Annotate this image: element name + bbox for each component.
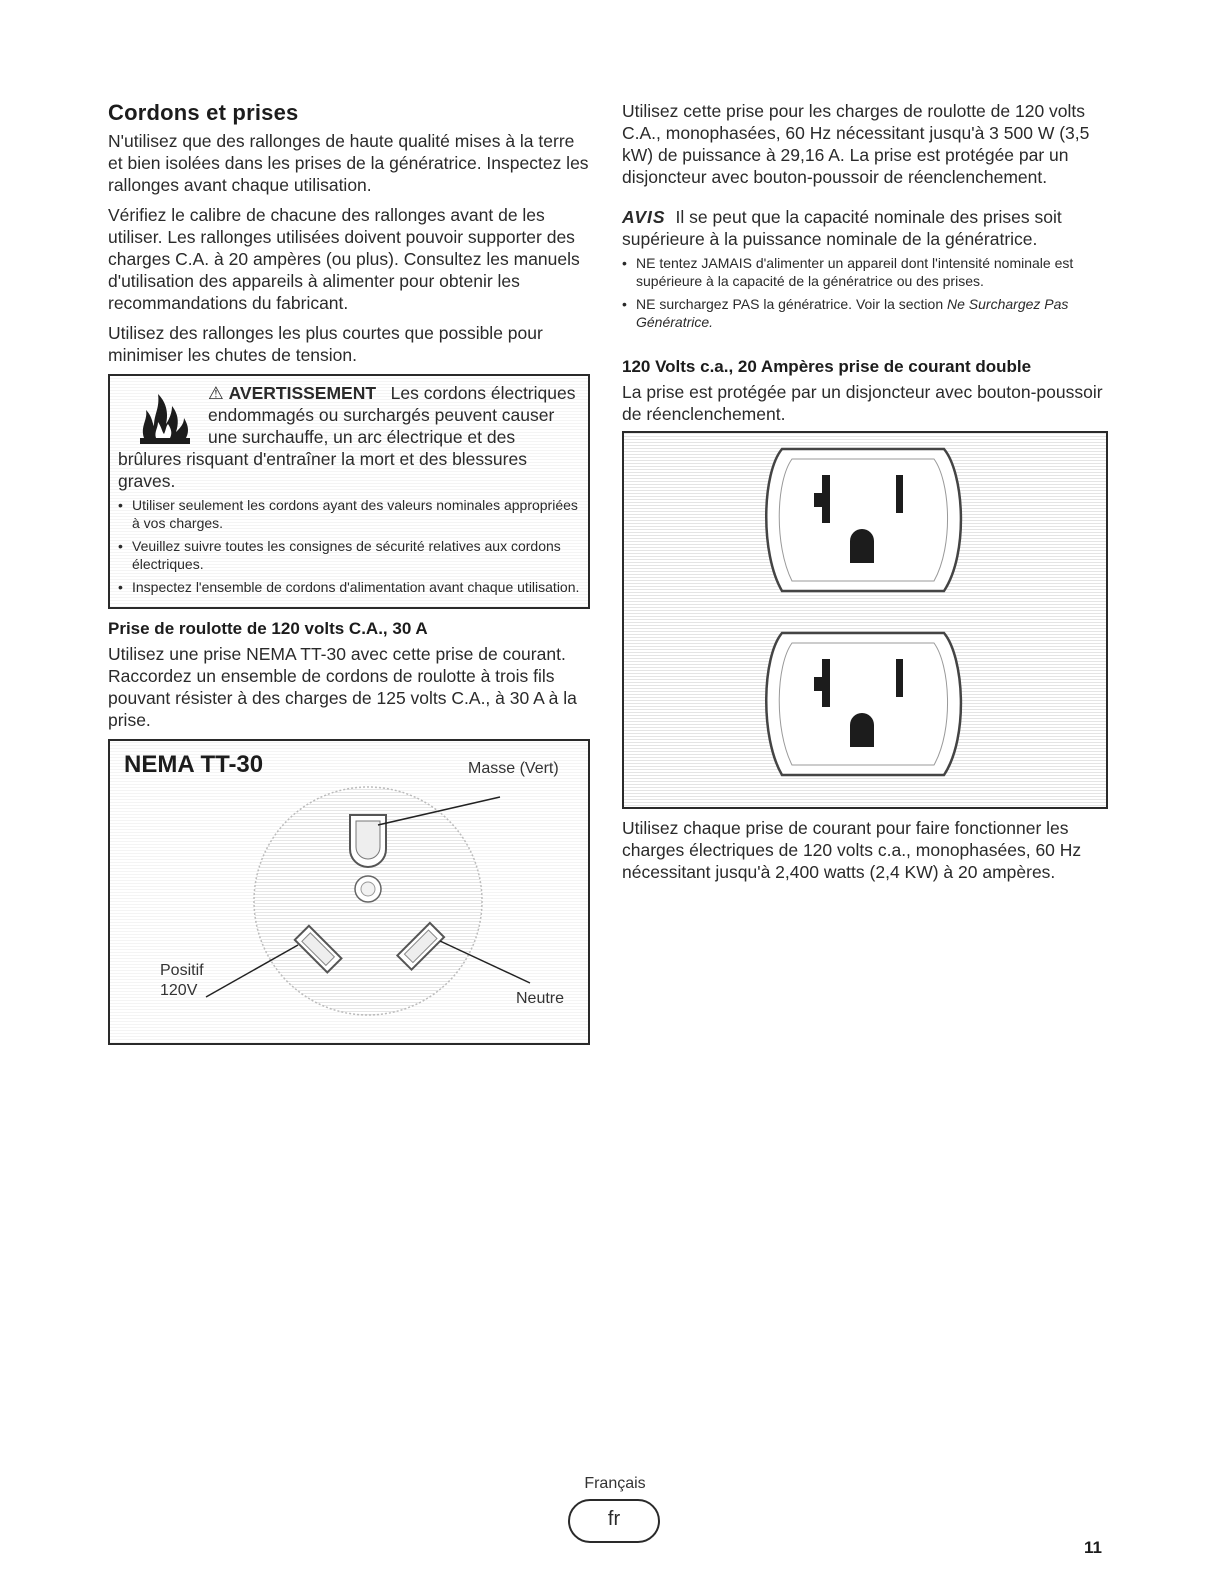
cords-paragraph-1: N'utilisez que des rallonges de haute qualité mises à la terre et bien isolées dans les prises de la génératrice. Inspectez les rallonges avant chaque utilisation. [108,131,589,195]
cords-paragraph-2: Vérifiez le calibre de chacune des rallonges avant de les utiliser. Les rallonges utilisées doivent pouvoir supporter des charges C.A. à 20 ampères (ou plus). Consultez les manuels d'utilisation des appareils à alimenter pour obtenir les recommandations du fabricant. [108,205,580,313]
positive-label: Positif [160,962,204,979]
neutral-label: Neutre [516,990,565,1007]
footer-language-code: fr [607,1508,621,1530]
nema-tt30-figure [108,739,590,1045]
warning-box [108,374,590,609]
warning-bullets [118,496,580,596]
notice-bullet-text: NE surchargez PAS la génératrice. Voir la section [636,296,948,312]
fire-hazard-icon [134,386,196,448]
duplex-heading: 120 Volts c.a., 20 Ampères prise de courant double [622,357,1032,376]
left-column [108,100,590,1045]
nema-title: NEMA TT-30 [124,751,264,778]
right-column [622,100,1110,891]
rv-usage-text: Utilisez cette prise pour les charges de roulotte de 120 volts C.A., monophasées, 60 Hz nécessitant jusqu'à 3 500 W (3,5 kW) de puissance à 29,16 A. La prise est protégée par un disjoncteur avec bouton-poussoir de réenclenchement. [622,101,1090,187]
notice-label: AVIS [622,207,666,227]
duplex-outlet-figure [622,431,1108,809]
warning-bullet: • Veuillez suivre toutes les consignes de sécurité relatives aux cordons électriques. [118,537,580,573]
page-number: 11 [1084,1538,1102,1557]
notice-bullets [622,254,1110,331]
positive-voltage-label: 120V [160,982,198,999]
upper-receptacle [766,449,961,591]
rv-outlet-heading: Prise de roulotte de 120 volts C.A., 30 A [108,619,428,638]
rv-outlet-text: Utilisez une prise NEMA TT-30 avec cette prise de courant. Raccordez un ensemble de cordons de roulotte à trois fils pouvant résister à des charges de 125 volts C.A., à 30 A à la prise. [108,644,577,730]
cords-paragraph-3: Utilisez des rallonges les plus courtes que possible pour minimiser les chutes de tension. [108,323,543,365]
duplex-usage-text: Utilisez chaque prise de courant pour faire fonctionner les charges électriques de 120 volts c.a., monophasées, 60 Hz nécessitant jusqu'à 2,400 watts (2,4 KW) à 20 ampères. [622,818,1082,882]
warning-triangle-icon: ⚠ [208,383,224,403]
notice-bullet: • NE tentez JAMAIS d'alimenter un appareil dont l'intensité nominale est supérieure à la capacité de la génératrice ou des prises. [622,254,1110,290]
warning-bullet: • Utiliser seulement les cordons ayant des valeurs nominales appropriées à vos charges. [118,496,580,532]
ground-label: Masse (Vert) [468,760,559,777]
duplex-outlet-diagram [624,433,1106,807]
warning-header [118,382,580,492]
section-heading-cords: Cordons et prises [108,100,299,125]
footer-language: Français [584,1475,646,1492]
notice-paragraph [622,206,1110,250]
warning-signal-word: AVERTISSEMENT [228,383,377,403]
notice-section-ref: Ne Surchargez Pas Génératrice. [636,296,1069,330]
notice-text: Il se peut que la capacité nominale des prises soit supérieure à la puissance nominale de la génératrice. [622,207,1062,249]
notice-bullet [622,295,1110,331]
warning-bullet: • Inspectez l'ensemble de cordons d'alimentation avant chaque utilisation. [118,578,580,596]
duplex-protection-text: La prise est protégée par un disjoncteur avec bouton-poussoir de réenclenchement. [622,382,1103,424]
warning-text: Les cordons électriques endommagés ou surchargés peuvent causer une surchauffe, un arc électrique et des brûlures risquant d'entraîner la mort et des blessures graves. [118,383,576,491]
lower-receptacle [766,633,961,775]
